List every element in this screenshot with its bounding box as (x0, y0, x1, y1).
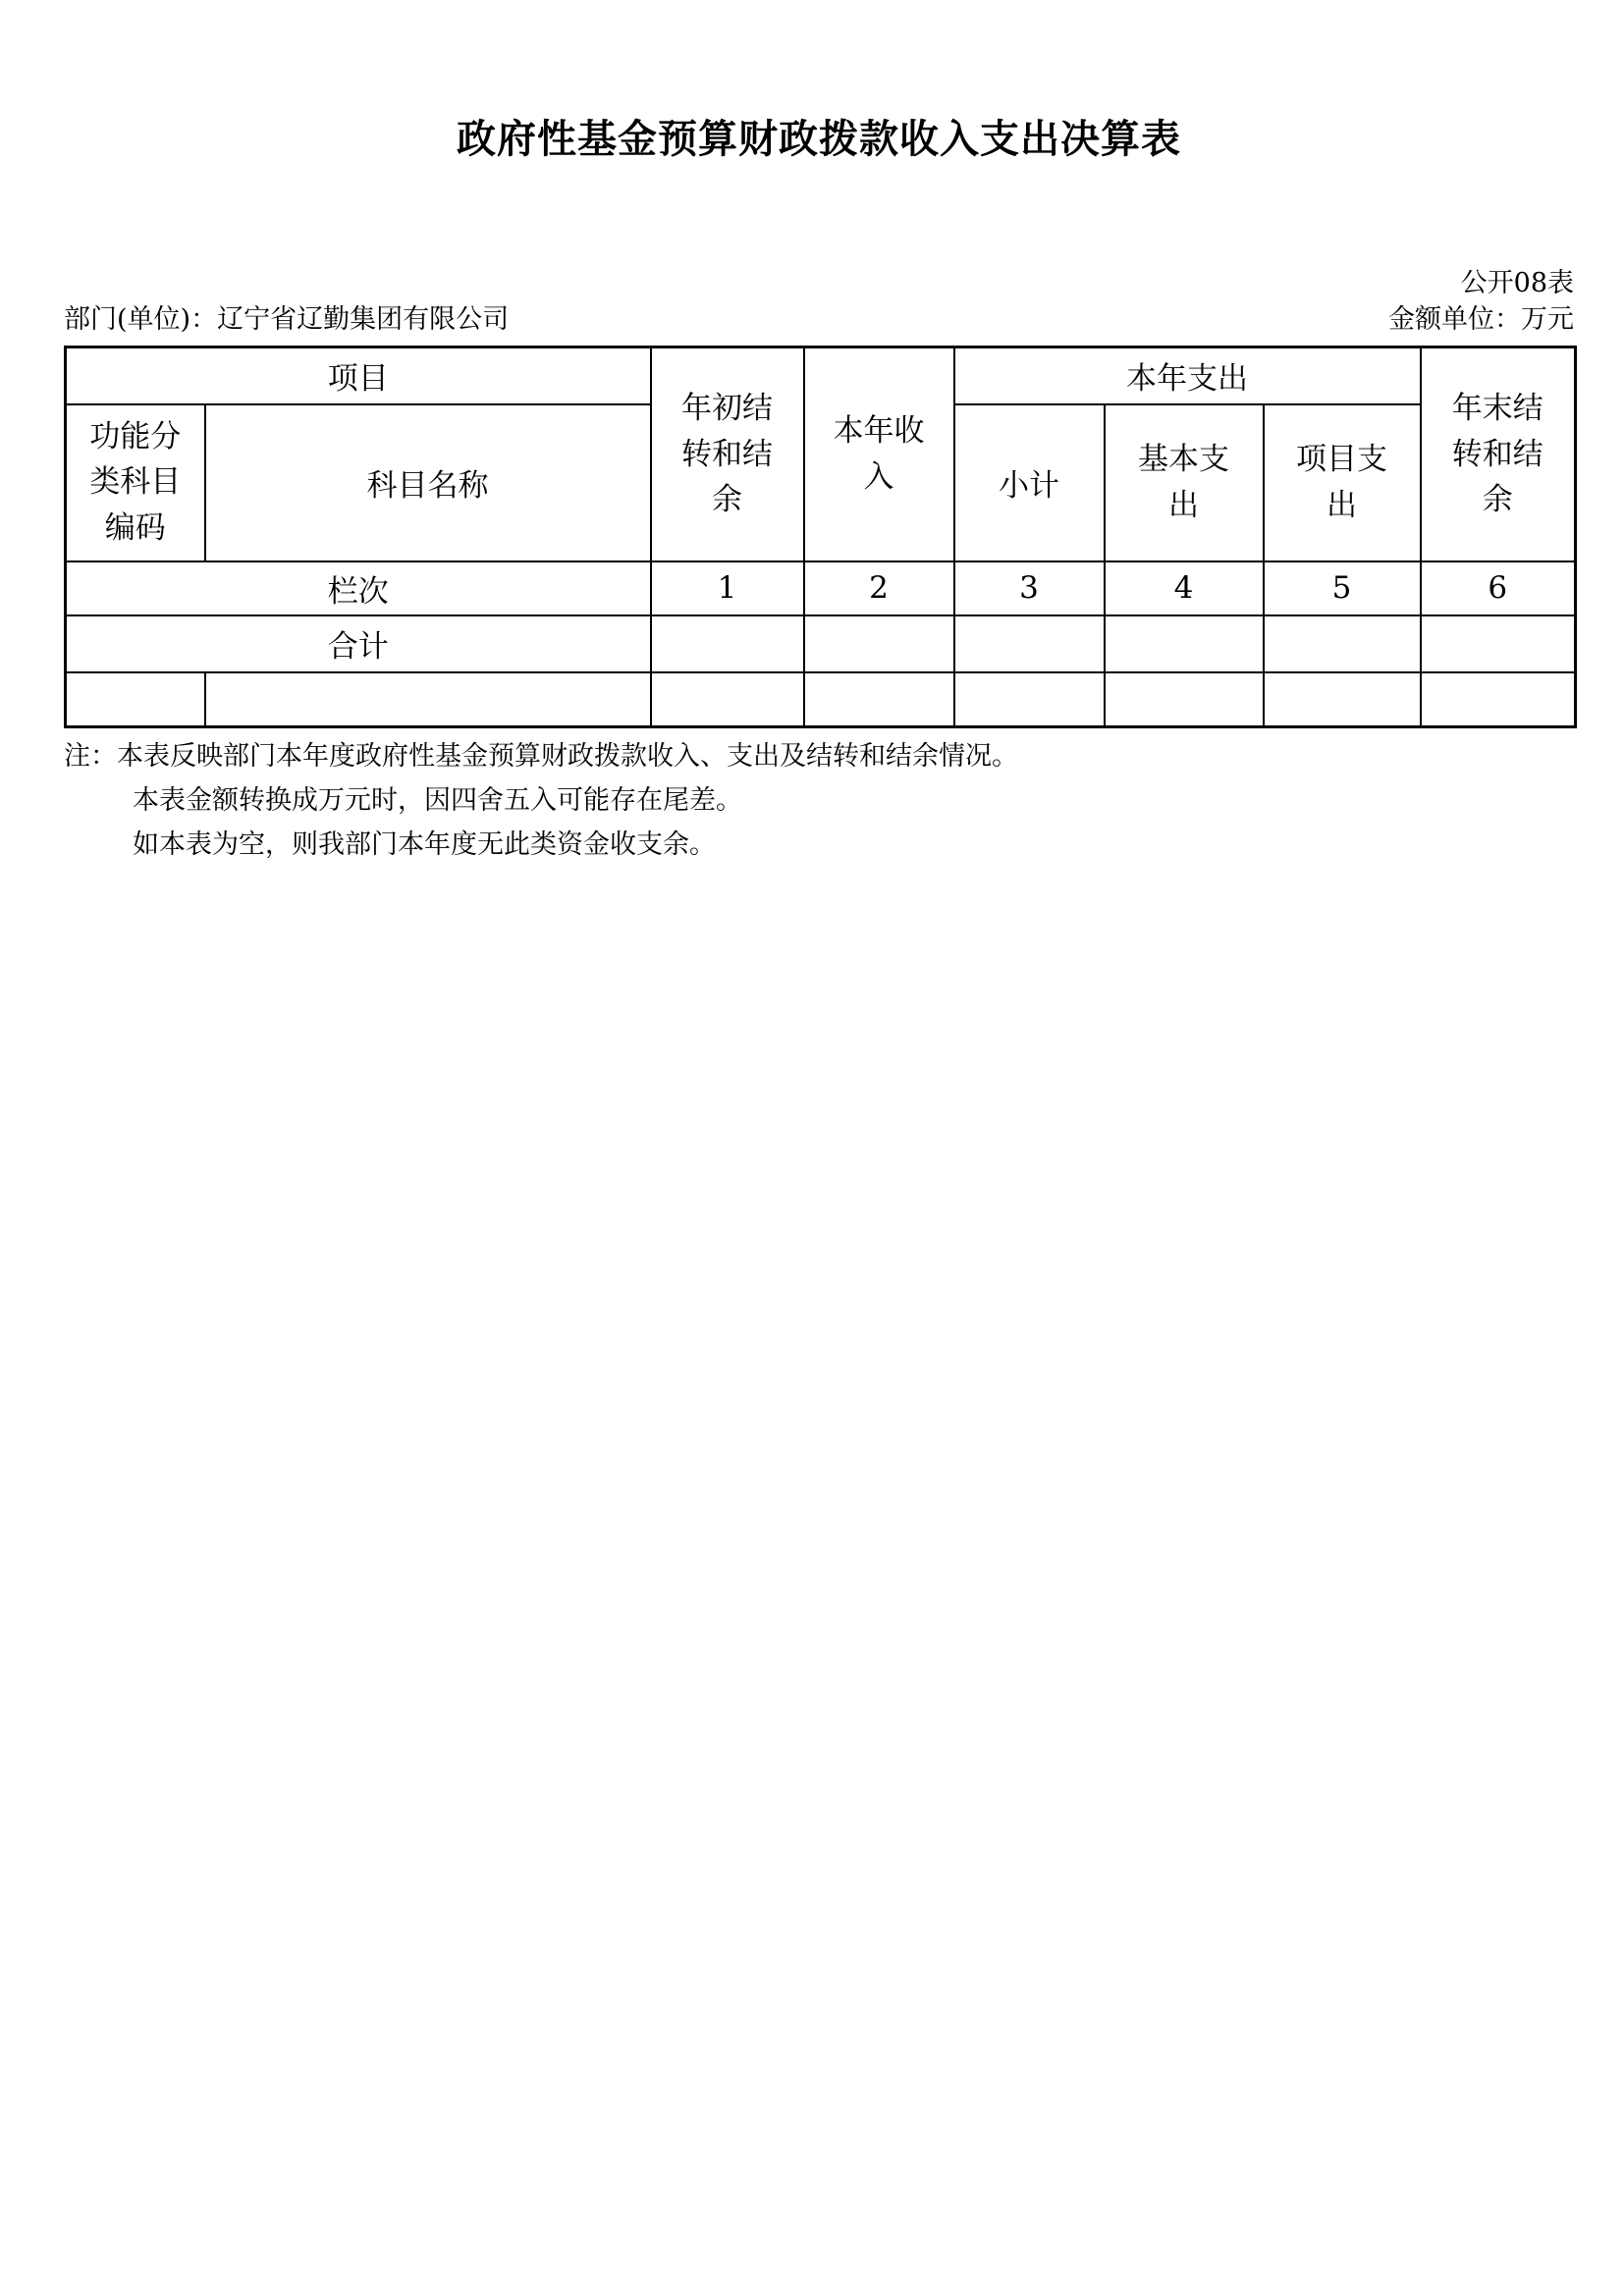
total-cell-1 (651, 615, 804, 672)
column-index-cell-2: 2 (804, 561, 954, 615)
header-cell-project-expenditure (1264, 404, 1421, 561)
header-cell-function-code (66, 404, 205, 561)
unit-label: 金额单位：万元 (1388, 304, 1574, 335)
header-cell-current-year-expenditure: 本年支出 (954, 347, 1421, 404)
header-row-top (66, 347, 1576, 404)
column-index-cell-1: 1 (651, 561, 804, 615)
table-code-label: 公开08表 (1460, 268, 1574, 298)
header-cell-project: 项目 (66, 347, 651, 404)
header-cell-current-year-income (804, 347, 954, 561)
blank-cell-5 (1264, 672, 1421, 727)
blank-cell-2 (804, 672, 954, 727)
header-cell-current-year-income-label: 本年收入 (833, 413, 925, 495)
total-cell-5 (1264, 615, 1421, 672)
blank-name-cell (205, 672, 651, 727)
column-index-cell-6: 6 (1421, 561, 1576, 615)
column-index-cell-4: 4 (1105, 561, 1264, 615)
blank-cell-3 (954, 672, 1105, 727)
note-line-2: 本表金额转换成万元时，因四舍五入可能存在尾差。 (133, 785, 742, 816)
column-index-cell-5: 5 (1264, 561, 1421, 615)
note-line-1 (64, 734, 1574, 778)
blank-data-row (66, 672, 1576, 727)
note-line-3: 如本表为空，则我部门本年度无此类资金收支余。 (133, 829, 716, 860)
header-cell-basic-expenditure-label: 基本支出 (1138, 442, 1229, 523)
column-index-label: 栏次 (66, 561, 651, 615)
column-index-cell-3: 3 (954, 561, 1105, 615)
department-label: 部门(单位)：辽宁省辽勤集团有限公司 (64, 304, 510, 335)
total-cell-2 (804, 615, 954, 672)
header-cell-basic-expenditure (1105, 404, 1264, 561)
total-cell-4 (1105, 615, 1264, 672)
blank-cell-4 (1105, 672, 1264, 727)
total-cell-6 (1421, 615, 1576, 672)
notes (64, 734, 1574, 867)
total-row-label: 合计 (66, 615, 651, 672)
header-cell-function-code-label: 功能分类科目编码 (89, 418, 182, 546)
blank-code-cell (66, 672, 205, 727)
blank-cell-1 (651, 672, 804, 727)
header-cell-project-expenditure-label: 项目支出 (1296, 442, 1387, 523)
meta-row (64, 297, 1574, 336)
blank-cell-6 (1421, 672, 1576, 727)
header-cell-year-end-balance (1421, 347, 1576, 561)
header-cell-beginning-balance (651, 347, 804, 561)
header-cell-year-end-balance-label: 年末结转和结余 (1451, 391, 1543, 517)
note-line-1-text: 本表反映部门本年度政府性基金预算财政拨款收入、支出及结转和结余情况。 (117, 741, 1018, 772)
header-cell-subtotal: 小计 (954, 404, 1105, 561)
header-cell-beginning-balance-label: 年初结转和结余 (681, 391, 773, 517)
page-title: 政府性基金预算财政拨款收入支出决算表 (457, 117, 1181, 162)
fiscal-table (64, 346, 1577, 728)
total-row (66, 615, 1576, 672)
column-index-row (66, 561, 1576, 615)
note-prefix: 注： (64, 741, 117, 772)
header-cell-subject-name: 科目名称 (205, 404, 651, 561)
total-cell-3 (954, 615, 1105, 672)
